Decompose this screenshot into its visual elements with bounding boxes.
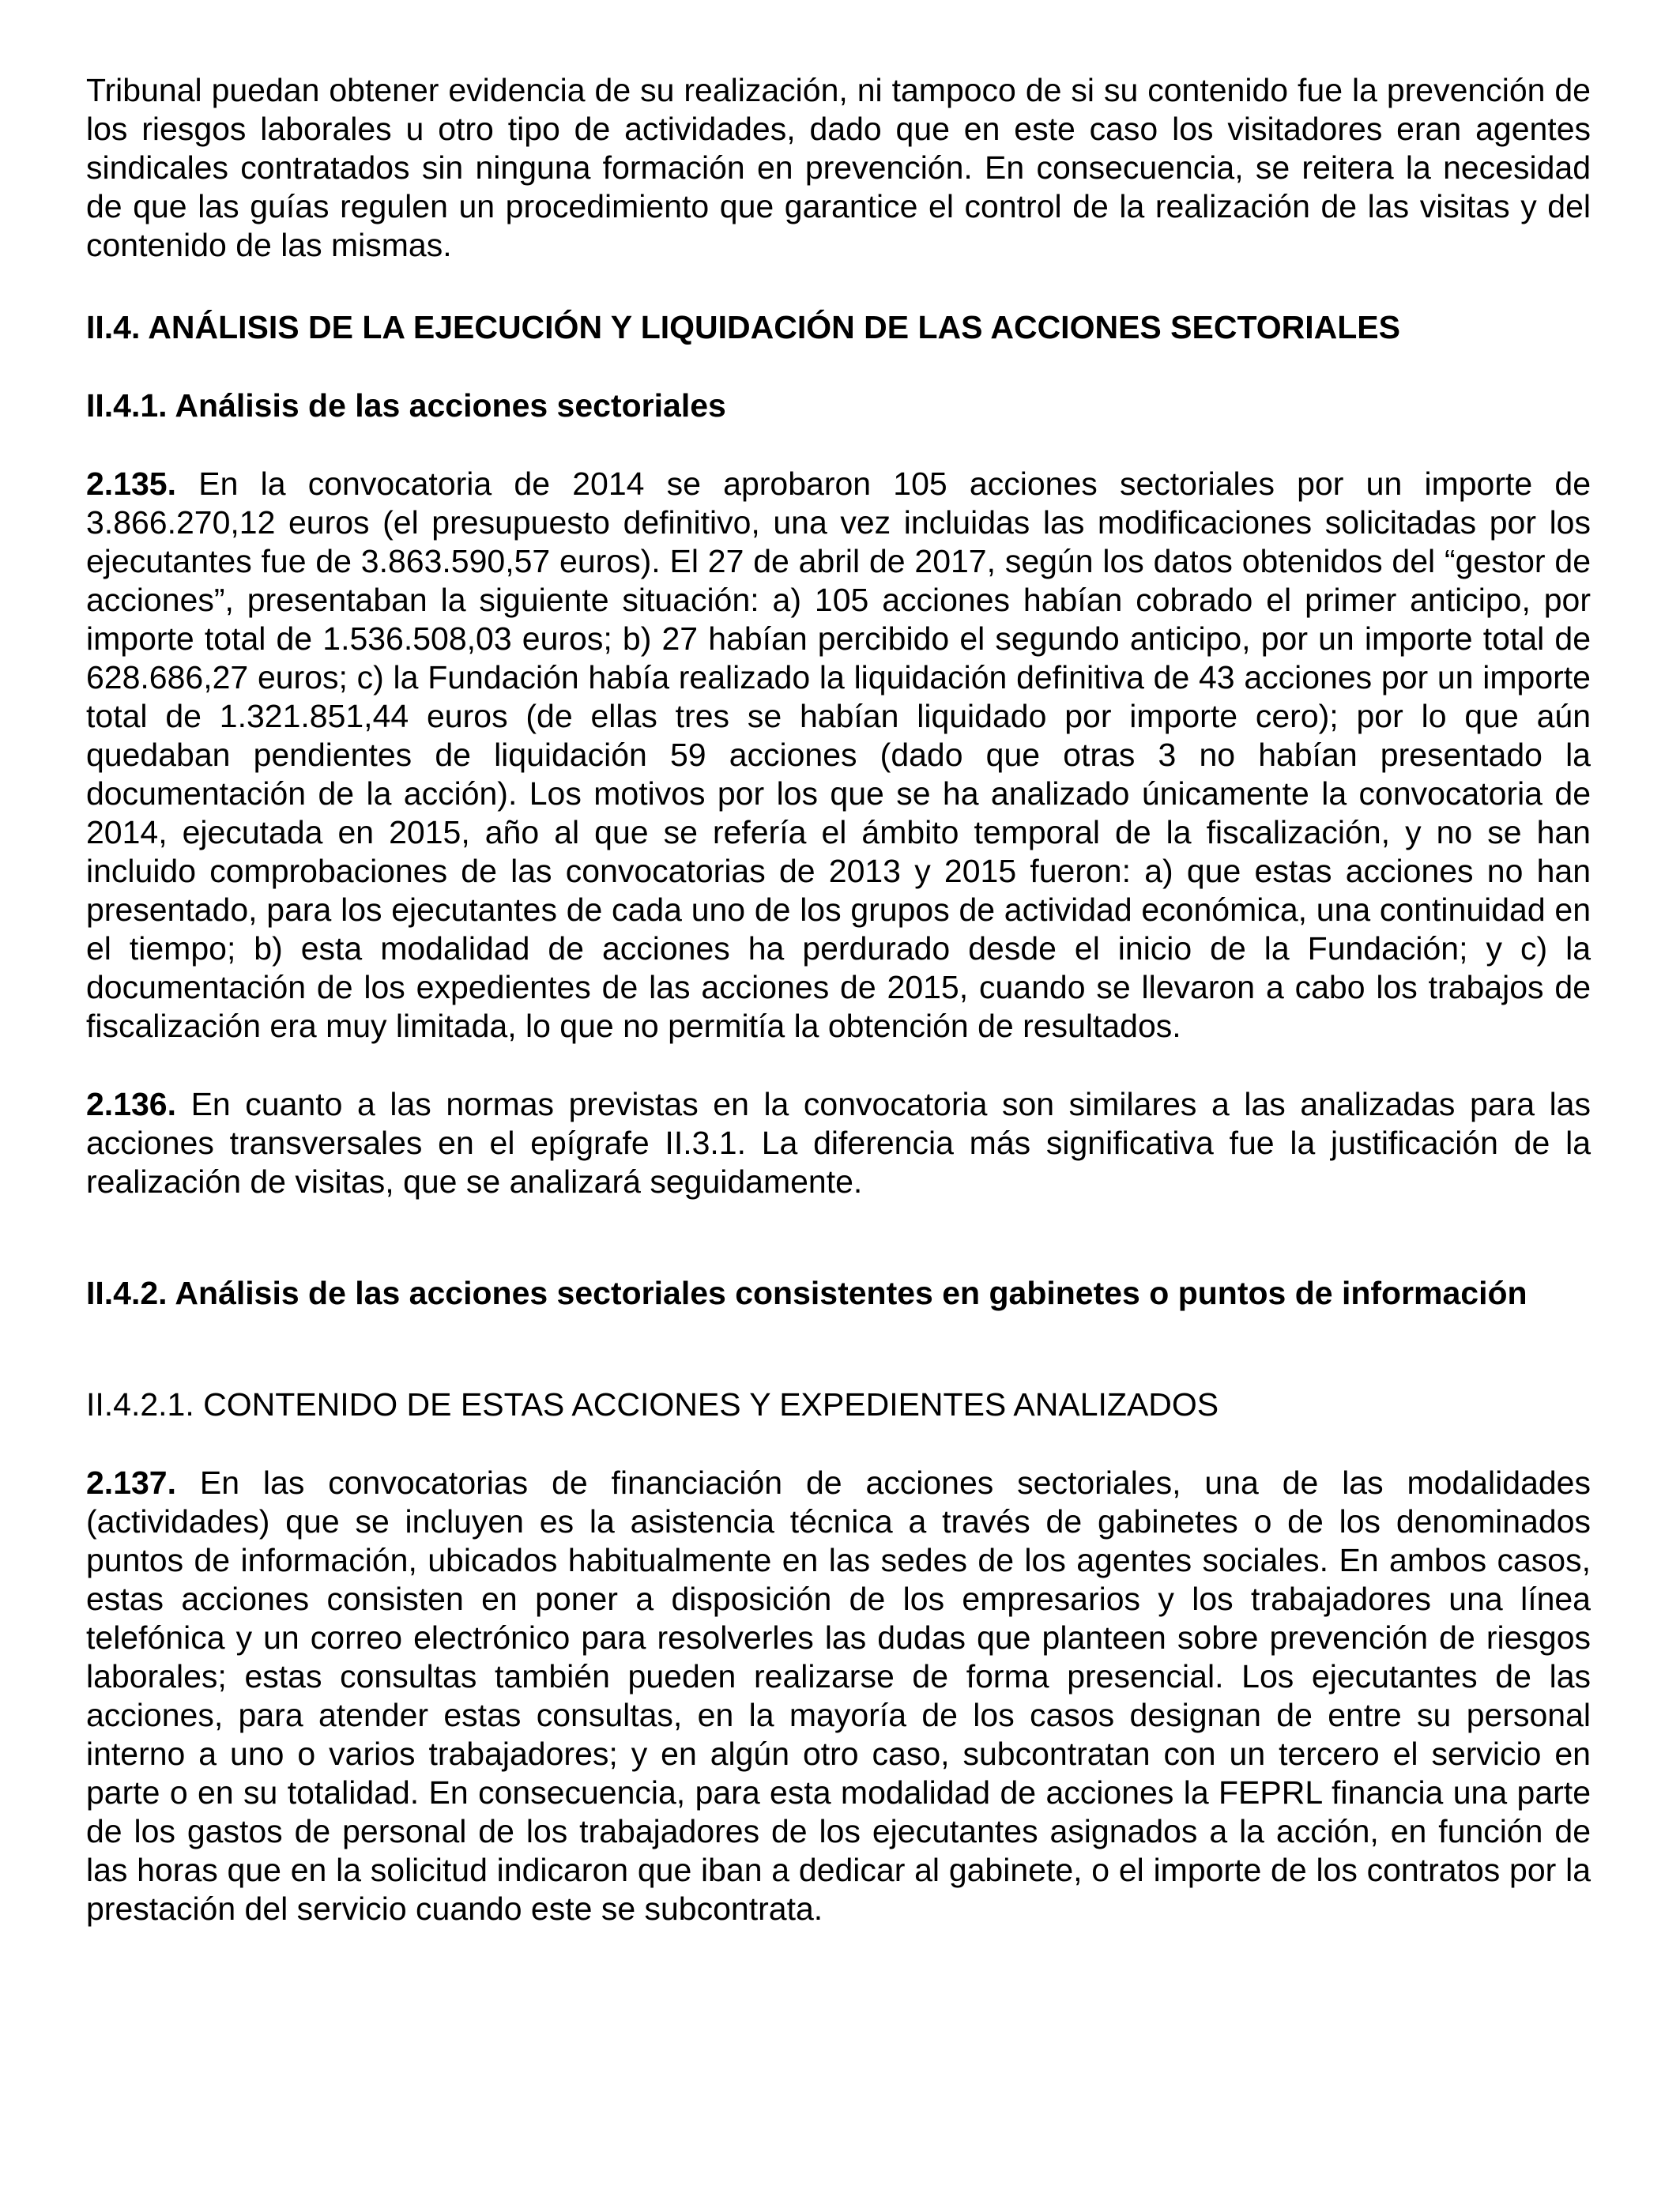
spacer [86, 1201, 1591, 1274]
section-heading-2-4-1: II.4.1. Análisis de las acciones sectoriales [86, 387, 726, 424]
spacer [86, 425, 1591, 465]
spacer [86, 1313, 1591, 1385]
paragraph-2-135 [86, 465, 1591, 1046]
paragraph-2-137 [86, 1464, 1591, 1928]
paragraph-body: En cuanto a las normas previstas en la convocatoria son similares a las analizadas para las acciones transversales en el epígrafe II.3.1. La diferencia más significativa fue la justificación de la realización de visitas, que se analizará seguidamente. [86, 1086, 1591, 1200]
spacer [86, 1424, 1591, 1464]
spacer [86, 1046, 1591, 1085]
paragraph-number: 2.137. [86, 1465, 176, 1501]
section-heading-2-4-2: II.4.2. Análisis de las acciones sectoriales consistentes en gabinetes o puntos de información [86, 1275, 1527, 1311]
paragraph-number: 2.136. [86, 1086, 176, 1122]
paragraph-2-136 [86, 1085, 1591, 1201]
paragraph-body: En las convocatorias de financiación de acciones sectoriales, una de las modalidades (actividades) que se incluyen es la asistencia técnica a través de gabinetes o de los denominados puntos de información, ubicados habitualmente en las sedes de los agentes sociales. En ambos casos, estas acciones consisten en poner a disposición de los empresarios y los trabajadores una línea telefónica y un correo electrónico para resolverles las dudas que planteen sobre prevención de riesgos laborales; estas consultas también pueden realizarse de forma presencial. Los ejecutantes de las acciones, para atender estas consultas, en la mayoría de los casos designan de entre su personal interno a uno o varios trabajadores; y en algún otro caso, subcontratan con un tercero el servicio en parte o en su totalidad. En consecuencia, para esta modalidad de acciones la FEPRL financia una parte de los gastos de personal de los trabajadores de los ejecutantes asignados a la acción, en función de las horas que en la solicitud indicaron que iban a dedicar al gabinete, o el importe de los contratos por la prestación del servicio cuando este se subcontrata. [86, 1465, 1591, 1927]
intro-paragraph: Tribunal puedan obtener evidencia de su realización, ni tampoco de si su contenido fue la prevención de los riesgos laborales u otro tipo de actividades, dado que en este caso los visitadores eran agentes sindicales contratados sin ninguna formación en prevención. En consecuencia, se reitera la necesidad de que las guías regulen un procedimiento que garantice el control de la realización de las visitas y del contenido de las mismas. [86, 72, 1591, 263]
section-heading-2-4: II.4. ANÁLISIS DE LA EJECUCIÓN Y LIQUIDACIÓN DE LAS ACCIONES SECTORIALES [86, 309, 1401, 345]
section-heading-2-4-2-1: II.4.2.1. CONTENIDO DE ESTAS ACCIONES Y EXPEDIENTES ANALIZADOS [86, 1386, 1219, 1423]
paragraph-body: En la convocatoria de 2014 se aprobaron 105 acciones sectoriales por un importe de 3.866.270,12 euros (el presupuesto definitivo, una vez incluidas las modificaciones solicitadas por los ejecutantes fue de 3.863.590,57 euros). El 27 de abril de 2017, según los datos obtenidos del “gestor de acciones”, presentaban la siguiente situación: a) 105 acciones habían cobrado el primer anticipo, por importe total de 1.536.508,03 euros; b) 27 habían percibido el segundo anticipo, por un importe total de 628.686,27 euros; c) la Fundación había realizado la liquidación definitiva de 43 acciones por un importe total de 1.321.851,44 euros (de ellas tres se habían liquidado por importe cero); por lo que aún quedaban pendientes de liquidación 59 acciones (dado que otras 3 no habían presentado la documentación de la acción). Los motivos por los que se ha analizado únicamente la convocatoria de 2014, ejecutada en 2015, año al que se refería el ámbito temporal de la fiscalización, y no se han incluido comprobaciones de las convocatorias de 2013 y 2015 fueron: a) que estas acciones no han presentado, para los ejecutantes de cada uno de los grupos de actividad económica, una continuidad en el tiempo; b) esta modalidad de acciones ha perdurado desde el inicio de la Fundación; y c) la documentación de los expedientes de las acciones de 2015, cuando se llevaron a cabo los trabajos de fiscalización era muy limitada, lo que no permitía la obtención de resultados. [86, 466, 1591, 1044]
paragraph-number: 2.135. [86, 466, 176, 502]
spacer [86, 347, 1591, 386]
spacer [86, 265, 1591, 308]
